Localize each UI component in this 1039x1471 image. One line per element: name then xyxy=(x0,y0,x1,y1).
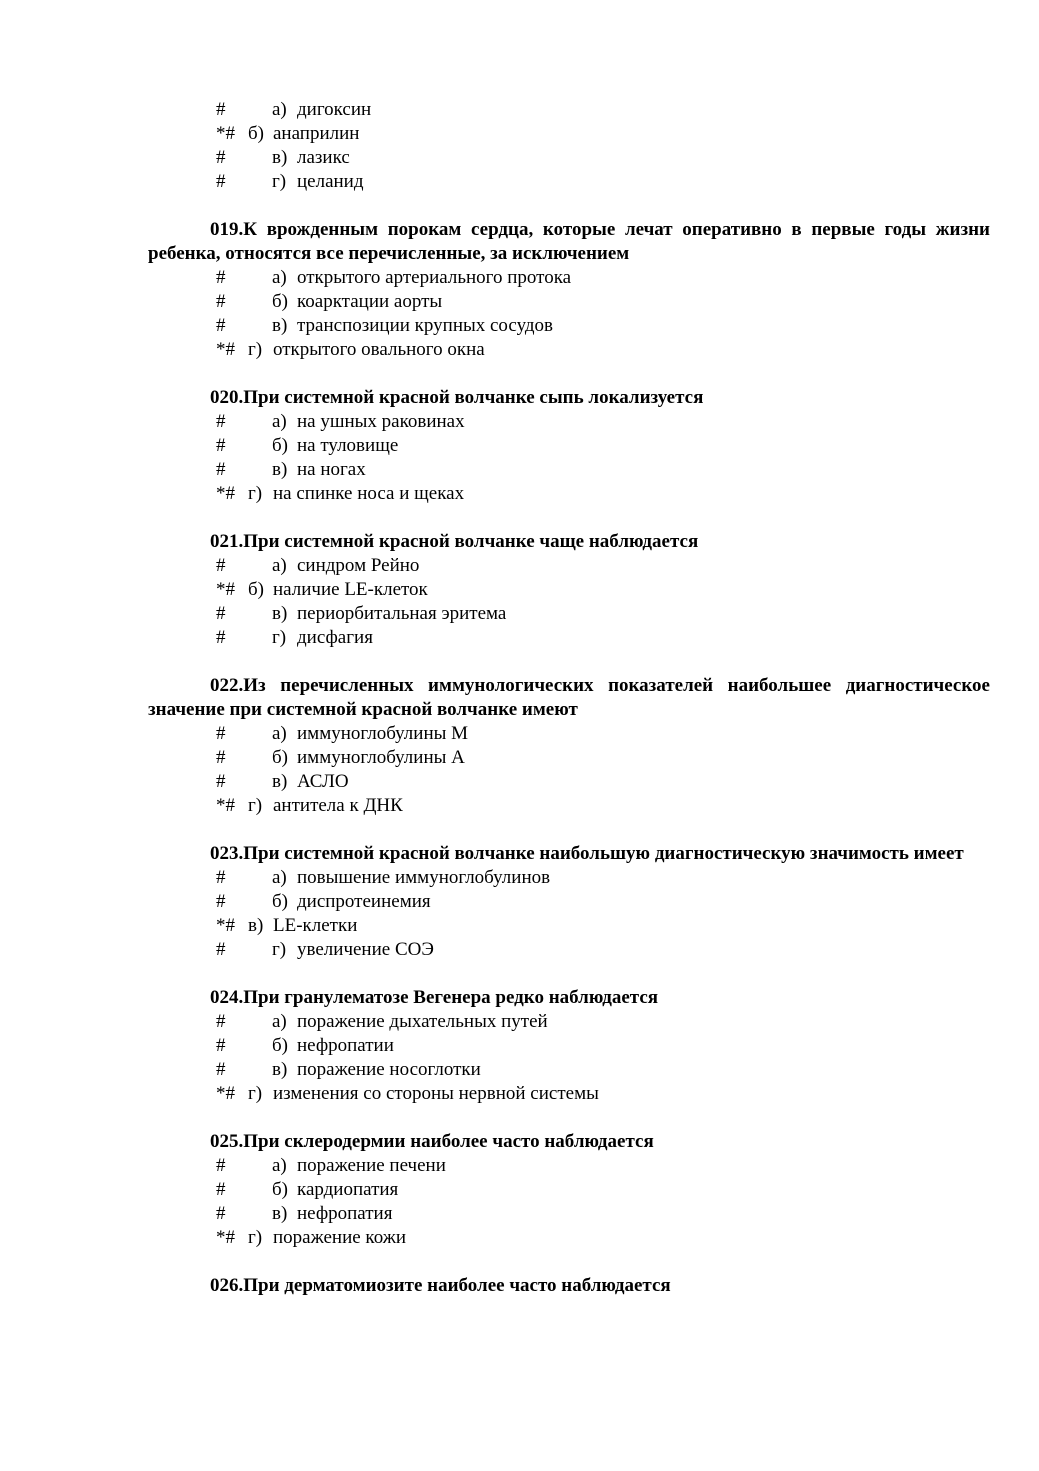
answer-marker: # xyxy=(216,147,226,168)
answer-marker: *# xyxy=(216,339,235,360)
answer-option xyxy=(148,938,990,962)
question-block xyxy=(148,842,990,962)
answer-marker: # xyxy=(216,267,226,288)
answer-letter: б) xyxy=(248,123,264,144)
answer-text: на ногах xyxy=(297,459,366,480)
answer-marker: # xyxy=(216,1179,226,1200)
answer-option-correct xyxy=(148,482,990,506)
answer-text: транспозиции крупных сосудов xyxy=(297,315,554,336)
answer-letter: в) xyxy=(248,915,264,936)
answer-letter: б) xyxy=(272,1179,288,1200)
answer-option-correct xyxy=(148,914,990,938)
answer-letter: г) xyxy=(248,1083,263,1104)
answer-letter: а) xyxy=(272,267,287,288)
answer-option xyxy=(148,170,990,194)
question-text: 026.При дерматомиозите наиболее часто наблюдается xyxy=(210,1275,671,1296)
answer-marker: # xyxy=(216,411,226,432)
question-text: 025.При склеродермии наиболее часто наблюдается xyxy=(210,1131,654,1152)
answer-marker: # xyxy=(216,723,226,744)
question-block xyxy=(148,674,990,818)
answer-option-correct xyxy=(148,122,990,146)
answer-option xyxy=(148,146,990,170)
answer-marker: # xyxy=(216,939,226,960)
answer-text: синдром Рейно xyxy=(297,555,420,576)
question-block xyxy=(148,986,990,1106)
answer-letter: в) xyxy=(272,1203,288,1224)
answer-text: дисфагия xyxy=(297,627,373,648)
answer-marker: # xyxy=(216,1155,226,1176)
answer-option xyxy=(148,1010,990,1034)
answer-letter: а) xyxy=(272,1155,287,1176)
answer-text: анаприлин xyxy=(273,123,360,144)
answer-option xyxy=(148,458,990,482)
answer-text: увеличение СОЭ xyxy=(297,939,434,960)
answer-letter: а) xyxy=(272,99,287,120)
answer-letter: г) xyxy=(248,795,263,816)
answer-text: открытого артериального протока xyxy=(297,267,572,288)
answer-marker: # xyxy=(216,891,226,912)
answer-letter: а) xyxy=(272,867,287,888)
answer-letter: б) xyxy=(272,891,288,912)
answer-text: целанид xyxy=(297,171,364,192)
answer-text: диспротеинемия xyxy=(297,891,431,912)
answer-text: коарктации аорты xyxy=(297,291,443,312)
answer-text: дигоксин xyxy=(297,99,372,120)
answer-marker: # xyxy=(216,1011,226,1032)
answer-option xyxy=(148,1154,990,1178)
answer-text: изменения со стороны нервной системы xyxy=(273,1083,599,1104)
answer-text: повышение иммуноглобулинов xyxy=(297,867,551,888)
answer-marker: # xyxy=(216,171,226,192)
question-text: 021.При системной красной волчанке чаще наблюдается xyxy=(210,531,699,552)
answer-text: АСЛО xyxy=(297,771,349,792)
answer-option xyxy=(148,746,990,770)
answer-letter: г) xyxy=(272,171,287,192)
answer-letter: в) xyxy=(272,147,288,168)
answer-text: поражение кожи xyxy=(273,1227,407,1248)
answer-letter: б) xyxy=(248,579,264,600)
question-block xyxy=(148,386,990,506)
answer-option xyxy=(148,1058,990,1082)
answer-marker: # xyxy=(216,771,226,792)
answer-letter: а) xyxy=(272,411,287,432)
answer-letter: б) xyxy=(272,747,288,768)
answer-letter: а) xyxy=(272,723,287,744)
answer-text: на туловище xyxy=(297,435,399,456)
question-text: 022.Из перечисленных иммунологических показателей наибольшее диагностическое значение при системной красной волчанке имеют xyxy=(148,675,990,720)
answer-letter: в) xyxy=(272,459,288,480)
answer-option xyxy=(148,410,990,434)
answer-marker: *# xyxy=(216,915,235,936)
answer-letter: а) xyxy=(272,555,287,576)
answer-text: поражение носоглотки xyxy=(297,1059,481,1080)
answer-option xyxy=(148,290,990,314)
document-page xyxy=(148,98,990,1298)
answer-marker: # xyxy=(216,627,226,648)
answer-marker: # xyxy=(216,603,226,624)
answer-marker: # xyxy=(216,1035,226,1056)
answer-text: поражение дыхательных путей xyxy=(297,1011,548,1032)
answer-letter: б) xyxy=(272,435,288,456)
answer-option xyxy=(148,866,990,890)
answer-marker: # xyxy=(216,99,226,120)
answer-option xyxy=(148,554,990,578)
answer-text: на спинке носа и щеках xyxy=(273,483,465,504)
answer-text: лазикс xyxy=(297,147,350,168)
answer-text: открытого овального окна xyxy=(273,339,485,360)
question-text: 023.При системной красной волчанке наибольшую диагностическую значимость имеет xyxy=(210,843,964,864)
question-block xyxy=(148,1130,990,1250)
answer-letter: в) xyxy=(272,315,288,336)
answer-letter: а) xyxy=(272,1011,287,1032)
answer-letter: г) xyxy=(248,483,263,504)
answer-option xyxy=(148,770,990,794)
answer-group xyxy=(148,98,990,194)
answer-marker: # xyxy=(216,315,226,336)
answer-text: LE-клетки xyxy=(273,915,358,936)
answer-option-correct xyxy=(148,338,990,362)
question-block xyxy=(148,218,990,362)
answer-option xyxy=(148,98,990,122)
answer-marker: # xyxy=(216,1059,226,1080)
answer-letter: в) xyxy=(272,771,288,792)
answer-marker: *# xyxy=(216,483,235,504)
answer-text: поражение печени xyxy=(297,1155,446,1176)
answer-option-correct xyxy=(148,794,990,818)
answer-option xyxy=(148,1178,990,1202)
answer-marker: *# xyxy=(216,795,235,816)
answer-marker: # xyxy=(216,459,226,480)
answer-marker: # xyxy=(216,291,226,312)
answer-text: антитела к ДНК xyxy=(273,795,403,816)
question-block xyxy=(148,1274,990,1298)
answer-letter: б) xyxy=(272,291,288,312)
answer-option xyxy=(148,602,990,626)
question-text: 020.При системной красной волчанке сыпь локализуется xyxy=(210,387,704,408)
answer-option xyxy=(148,314,990,338)
answer-marker: # xyxy=(216,555,226,576)
answer-text: кардиопатия xyxy=(297,1179,399,1200)
answer-marker: *# xyxy=(216,1083,235,1104)
answer-option xyxy=(148,890,990,914)
answer-option-correct xyxy=(148,578,990,602)
answer-marker: # xyxy=(216,747,226,768)
answer-marker: *# xyxy=(216,1227,235,1248)
answer-text: иммуноглобулины А xyxy=(297,747,465,768)
answer-letter: б) xyxy=(272,1035,288,1056)
answer-option-correct xyxy=(148,1082,990,1106)
answer-marker: # xyxy=(216,1203,226,1224)
answer-text: нефропатия xyxy=(297,1203,393,1224)
answer-marker: *# xyxy=(216,123,235,144)
answer-text: на ушных раковинах xyxy=(297,411,465,432)
answer-option xyxy=(148,1034,990,1058)
answer-text: нефропатии xyxy=(297,1035,394,1056)
question-text: 019.К врожденным порокам сердца, которые лечат оперативно в первые годы жизни ребенка, относятся все перечисленные, за исключением xyxy=(148,219,990,264)
answer-letter: в) xyxy=(272,603,288,624)
answer-text: наличие LE-клеток xyxy=(273,579,428,600)
answer-letter: г) xyxy=(272,627,287,648)
answer-letter: г) xyxy=(248,339,263,360)
question-text: 024.При гранулематозе Вегенера редко наблюдается xyxy=(210,987,659,1008)
answer-marker: *# xyxy=(216,579,235,600)
answer-marker: # xyxy=(216,435,226,456)
answer-option-correct xyxy=(148,1226,990,1250)
answer-option xyxy=(148,626,990,650)
question-block xyxy=(148,530,990,650)
answer-marker: # xyxy=(216,867,226,888)
answer-option xyxy=(148,1202,990,1226)
answer-text: иммуноглобулины М xyxy=(297,723,469,744)
answer-letter: г) xyxy=(248,1227,263,1248)
answer-option xyxy=(148,266,990,290)
answer-text: периорбитальная эритема xyxy=(297,603,507,624)
answer-letter: г) xyxy=(272,939,287,960)
answer-option xyxy=(148,434,990,458)
answer-letter: в) xyxy=(272,1059,288,1080)
answer-option xyxy=(148,722,990,746)
